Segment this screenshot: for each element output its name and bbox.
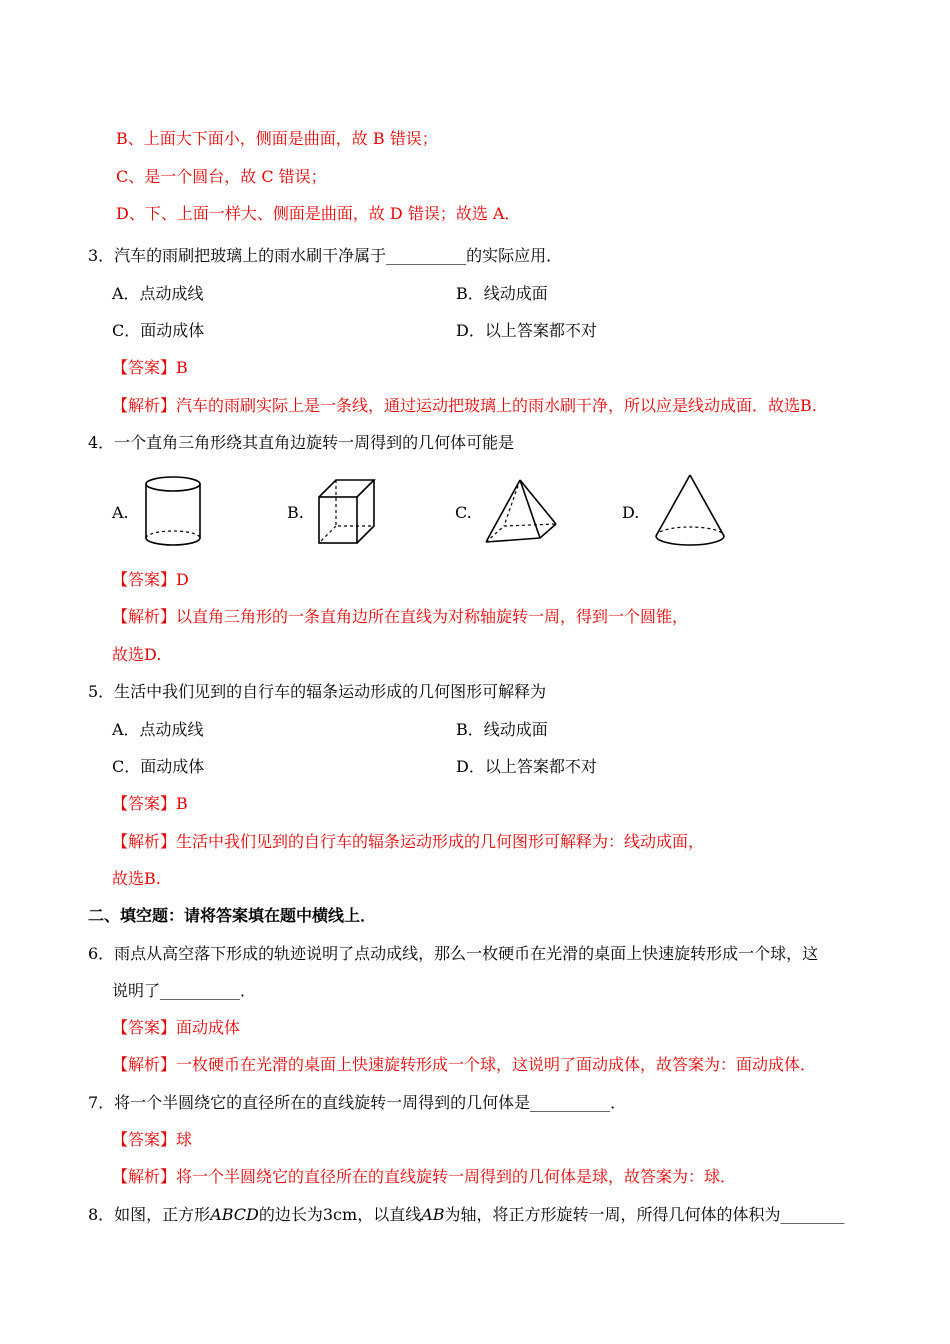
q7-analysis	[112, 1167, 736, 1187]
q4-answer	[112, 570, 189, 590]
q6-analysis	[112, 1055, 816, 1075]
q8-stem-prefix: 8．如图，正方形	[88, 1205, 211, 1224]
q4-analysis	[112, 607, 688, 627]
q5-option-a: A．点动成线	[112, 720, 204, 739]
q3-option-b: B．线动成面	[456, 284, 548, 303]
answer-value: D	[176, 570, 189, 589]
analysis-text: 生活中我们见到的自行车的辐条运动形成的几何图形可解释为：线动成面，	[176, 832, 705, 851]
answer-tag: 【答案】	[112, 1130, 177, 1149]
answer-value: 面动成体	[176, 1018, 241, 1037]
q2-analysis-b: B、上面大下面小，侧面是曲面，故 B 错误；	[116, 129, 438, 148]
q6-stem-line1: 6．雨点从高空落下形成的轨迹说明了点动成线，那么一枚硬币在光滑的桌面上快速旋转形成一个球，这	[88, 944, 819, 963]
analysis-text: 汽车的雨刷实际上是一条线，通过运动把玻璃上的雨水刷干净，所以应是线动成面．故选B.	[176, 396, 817, 415]
analysis-text: 将一个半圆绕它的直径所在的直线旋转一周得到的几何体是球，故答案为：球．	[176, 1167, 737, 1186]
q4-conclusion: 故选D.	[112, 645, 162, 664]
q2-analysis-c: C、是一个圆台，故 C 错误；	[116, 167, 327, 186]
q5-analysis	[112, 832, 704, 852]
analysis-tag: 【解析】	[112, 396, 177, 415]
q5-option-b: B．线动成面	[456, 720, 548, 739]
q8-stem-mid2: 为轴，将正方形旋转一周，所得几何体的体积为________	[444, 1205, 845, 1224]
q6-answer	[112, 1018, 240, 1038]
section-heading: 二、填空题：请将答案填在题中横线上．	[88, 906, 377, 925]
answer-value: 球	[176, 1130, 193, 1149]
q8-stem	[88, 1205, 845, 1225]
q3-stem: 3．汽车的雨刷把玻璃上的雨水刷干净属于__________的实际应用．	[88, 246, 563, 265]
q8-axis-name: AB	[421, 1205, 445, 1224]
answer-tag: 【答案】	[112, 794, 177, 813]
answer-tag: 【答案】	[112, 1018, 177, 1037]
q5-option-c: C．面动成体	[112, 757, 205, 776]
q5-option-d: D．以上答案都不对	[456, 757, 597, 776]
q7-answer	[112, 1130, 192, 1150]
answer-tag: 【答案】	[112, 570, 177, 589]
q3-option-d: D．以上答案都不对	[456, 321, 597, 340]
q5-conclusion: 故选B.	[112, 869, 161, 888]
answer-value: B	[176, 794, 188, 813]
q4-figure-label-a: A.	[112, 503, 129, 522]
q5-answer	[112, 794, 188, 814]
q3-option-c: C．面动成体	[112, 321, 205, 340]
q5-stem: 5．生活中我们见到的自行车的辐条运动形成的几何图形可解释为	[88, 682, 547, 701]
q6-stem-line2: 说明了__________．	[112, 981, 257, 1000]
analysis-text: 以直角三角形的一条直角边所在直线为对称轴旋转一周，得到一个圆锥，	[176, 607, 689, 626]
cone-icon	[652, 472, 728, 550]
analysis-tag: 【解析】	[112, 832, 177, 851]
pyramid-icon	[482, 476, 560, 546]
answer-value: B	[176, 358, 188, 377]
analysis-tag: 【解析】	[112, 1167, 177, 1186]
analysis-tag: 【解析】	[112, 1055, 177, 1074]
q4-stem: 4．一个直角三角形绕其直角边旋转一周得到的几何体可能是	[88, 433, 515, 452]
q4-figure-label-c: C.	[455, 503, 472, 522]
q3-analysis	[112, 396, 817, 416]
q4-figure-label-b: B.	[287, 503, 304, 522]
q8-square-name: ABCD	[210, 1205, 259, 1224]
answer-tag: 【答案】	[112, 358, 177, 377]
q3-option-a: A．点动成线	[112, 284, 204, 303]
cylinder-icon	[142, 474, 204, 550]
q2-analysis-d: D、下、上面一样大、侧面是曲面，故 D 错误；故选 A．	[116, 204, 521, 223]
cube-icon	[316, 477, 378, 547]
q8-stem-mid1: 的边长为3cm，以直线	[258, 1205, 422, 1224]
q3-answer	[112, 358, 188, 378]
analysis-text: 一枚硬币在光滑的桌面上快速旋转形成一个球，这说明了面动成体，故答案为：面动成体．	[176, 1055, 817, 1074]
q7-stem: 7．将一个半圆绕它的直径所在的直线旋转一周得到的几何体是__________．	[88, 1093, 627, 1112]
analysis-tag: 【解析】	[112, 607, 177, 626]
q4-figure-label-d: D.	[622, 503, 640, 522]
